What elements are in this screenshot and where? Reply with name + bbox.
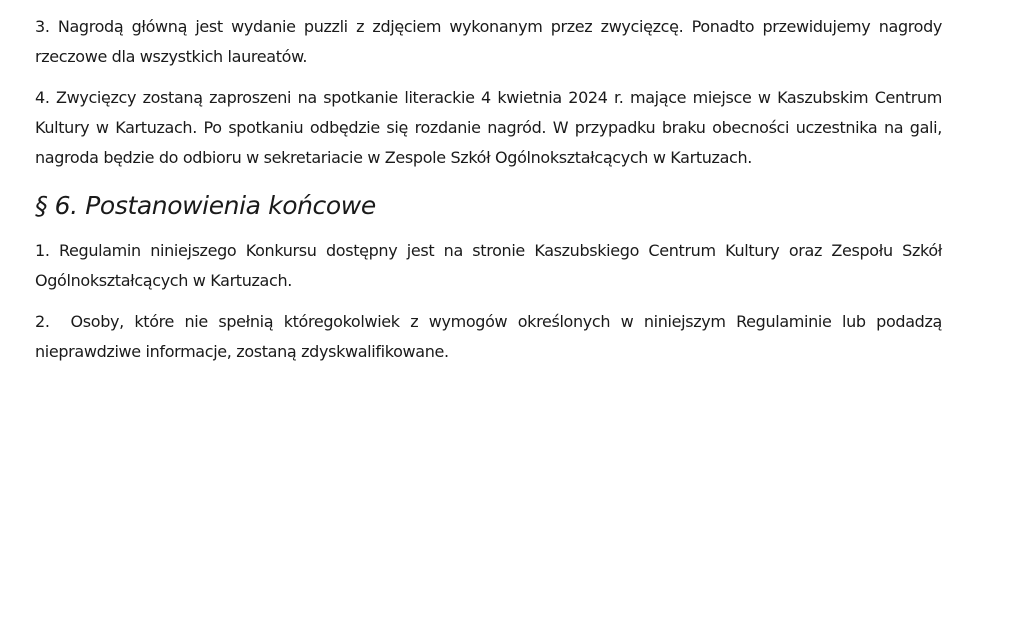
section-heading-final-provisions: § 6. Postanowienia końcowe bbox=[35, 191, 376, 220]
document-page bbox=[35, 12, 947, 378]
paragraph-3-prizes: 3. Nagrodą główną jest wydanie puzzli z zdjęciem wykonanym przez zwycięzcę. Ponadto przewidujemy nagrody rzeczowe dla wszystkich laureatów. bbox=[35, 17, 942, 66]
paragraph-4-award-ceremony: 4. Zwycięzcy zostaną zaproszeni na spotkanie literackie 4 kwietnia 2024 r. mające miejsce w Kaszubskim Centrum Kultury w Kartuzach. Po spotkaniu odbędzie się rozdanie nagród. W przypadku braku obecności uczestnika na gali, nagroda będzie do odbioru w sekretariacie w Zespole Szkół Ogólnokształcących w Kartuzach. bbox=[35, 88, 942, 167]
paragraph-1-regulations-availability: 1. Regulamin niniejszego Konkursu dostępny jest na stronie Kaszubskiego Centrum Kultury oraz Zespołu Szkół Ogólnokształcących w Kartuzach. bbox=[35, 241, 942, 290]
paragraph-2-disqualification: 2. Osoby, które nie spełnią któregokolwiek z wymogów określonych w niniejszym Regulaminie lub podadzą nieprawdziwe informacje, zostaną zdyskwalifikowane. bbox=[35, 312, 947, 361]
